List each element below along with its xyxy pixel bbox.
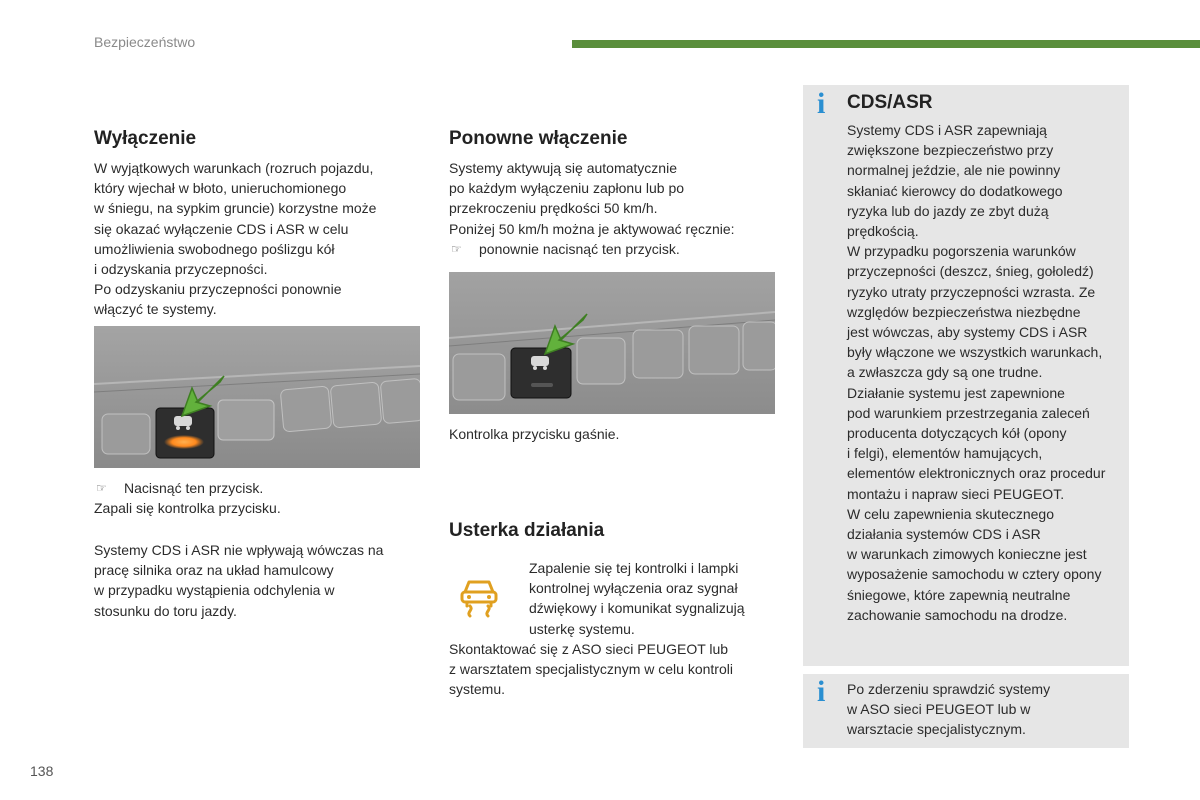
button-on-photo — [449, 272, 775, 414]
text-line: Po odzyskaniu przyczepności ponownie — [94, 281, 342, 298]
text-line: śniegowe, które zapewnią neutralne — [847, 586, 1071, 603]
text-line: prędkością. — [847, 223, 919, 240]
text-line: względów bezpieczeństwa niezbędne — [847, 303, 1081, 320]
text-line: zwiększone bezpieczeństwo przy — [847, 142, 1054, 159]
button-off-photo — [94, 326, 420, 468]
text-line: ryzyko utraty przyczepności wzrasta. Ze — [847, 283, 1096, 300]
text-line: ryzyka lub do jazdy ze zbyt dużą — [847, 202, 1049, 219]
text-line: w przypadku wystąpienia odchylenia w — [94, 582, 335, 599]
text-line: w ASO sieci PEUGEOT lub w — [847, 701, 1031, 718]
text-line: systemu. — [449, 681, 506, 698]
text-line: W celu zapewnienia skutecznego — [847, 505, 1055, 522]
text-line: działania systemów CDS i ASR — [847, 526, 1041, 543]
text-line: przyczepności (deszcz, śnieg, gołoledź) — [847, 263, 1094, 280]
paragraph-note — [94, 540, 424, 621]
text-line: włączyć te systemy. — [94, 301, 217, 318]
pointer-hand-icon: ☞ — [451, 241, 462, 256]
bullet-text: Nacisnąć ten przycisk. — [124, 480, 264, 496]
text-line: który wjechał w błoto, unieruchomionego — [94, 180, 347, 197]
text-line: elementów elektronicznych oraz procedur — [847, 465, 1106, 482]
text-line: w śniegu, na sypkim gruncie) korzystne może — [94, 200, 377, 217]
text-line: jest wówczas, aby systemy CDS i ASR — [847, 324, 1088, 341]
text-line: Po zderzeniu sprawdzić systemy — [847, 681, 1051, 697]
paragraph-ponowne — [449, 158, 779, 259]
text-line: producenta dotyczących kół (opony — [847, 425, 1067, 442]
info-icon: i — [817, 87, 826, 120]
text-line: Zapali się kontrolka przycisku. — [94, 500, 281, 517]
switch-panel-illustration — [94, 326, 420, 468]
text-line: Skontaktować się z ASO sieci PEUGEOT lub — [449, 641, 729, 657]
orange-led-indicator — [164, 435, 204, 449]
switch-panel-illustration — [449, 272, 775, 414]
heading-ponowne-wlaczenie: Ponowne włączenie — [449, 128, 628, 149]
text-line: dźwiękowy i komunikat sygnalizują — [529, 600, 745, 617]
text-line: pracę silnika oraz na układ hamulcowy — [94, 562, 334, 579]
pointer-hand-icon: ☞ — [96, 481, 107, 495]
heading-wylaczenie: Wyłączenie — [94, 128, 197, 149]
text-line: przekroczeniu prędkości 50 km/h. — [449, 200, 658, 217]
text-line: wyposażenie samochodu w cztery opony — [847, 566, 1102, 583]
section-title: Bezpieczeństwo — [94, 34, 196, 50]
text-line: warsztacie specjalistycznym. — [847, 721, 1026, 738]
text-line: montażu i napraw sieci PEUGEOT. — [847, 485, 1065, 502]
text-line: i odzyskania przyczepności. — [94, 261, 268, 278]
header-accent-bar — [572, 40, 1200, 48]
text-line: normalnej jeździe, ale nie powinny — [847, 162, 1061, 179]
text-line: w warunkach zimowych konieczne jest — [847, 546, 1087, 563]
info-box-title: CDS/ASR — [847, 92, 933, 113]
text-line: po każdym wyłączeniu zapłonu lub po — [449, 180, 685, 197]
page-number: 138 — [30, 763, 54, 779]
text-line: były włączone we wszystkich warunkach, — [847, 344, 1103, 361]
text-line: usterkę systemu. — [529, 620, 635, 637]
text-line: Systemy CDS i ASR zapewniają — [847, 122, 1047, 138]
bullet-text: ponownie nacisnąć ten przycisk. — [479, 240, 680, 257]
text-line: Systemy aktywują się automatycznie — [449, 160, 677, 176]
instruction-press — [94, 478, 424, 518]
text-line: pod warunkiem przestrzegania zaleceń — [847, 404, 1090, 421]
text-line: W przypadku pogorszenia warunków — [847, 243, 1076, 260]
text-line: Działanie systemu jest zapewnione — [847, 384, 1065, 401]
text-line: skłaniać kierowcy do dodatkowego — [847, 182, 1063, 199]
heading-usterka: Usterka działania — [449, 520, 605, 541]
text-line: W wyjątkowych warunkach (rozruch pojazdu, — [94, 160, 374, 176]
info-icon: i — [817, 675, 826, 708]
paragraph-fault-contact — [449, 639, 779, 700]
text-line: Zapalenie się tej kontrolki i lampki — [529, 560, 739, 576]
text-line: i felgi), elementów hamujących, — [847, 445, 1043, 462]
skid-warning-icon — [456, 572, 502, 618]
info-box-body — [847, 120, 1127, 625]
paragraph-fault-light — [529, 558, 779, 639]
text-line: umożliwienia swobodnego poślizgu kół — [94, 240, 335, 257]
text-line: kontrolnej wyłączenia oraz sygnał — [529, 580, 738, 597]
text-line: Poniżej 50 km/h można je aktywować ręcznie: — [449, 220, 735, 237]
text-line: a zwłaszcza gdy są one trudne. — [847, 364, 1043, 381]
caption-light-off: Kontrolka przycisku gaśnie. — [449, 426, 620, 442]
info-box-collision-body — [847, 679, 1117, 740]
text-line: stosunku do toru jazdy. — [94, 602, 237, 619]
paragraph-wylaczenie — [94, 158, 424, 320]
text-line: Systemy CDS i ASR nie wpływają wówczas na — [94, 542, 384, 558]
text-line: z warsztatem specjalistycznym w celu kontroli — [449, 661, 733, 678]
text-line: się okazać wyłączenie CDS i ASR w celu — [94, 220, 349, 237]
text-line: zachowanie samochodu na drodze. — [847, 606, 1068, 623]
